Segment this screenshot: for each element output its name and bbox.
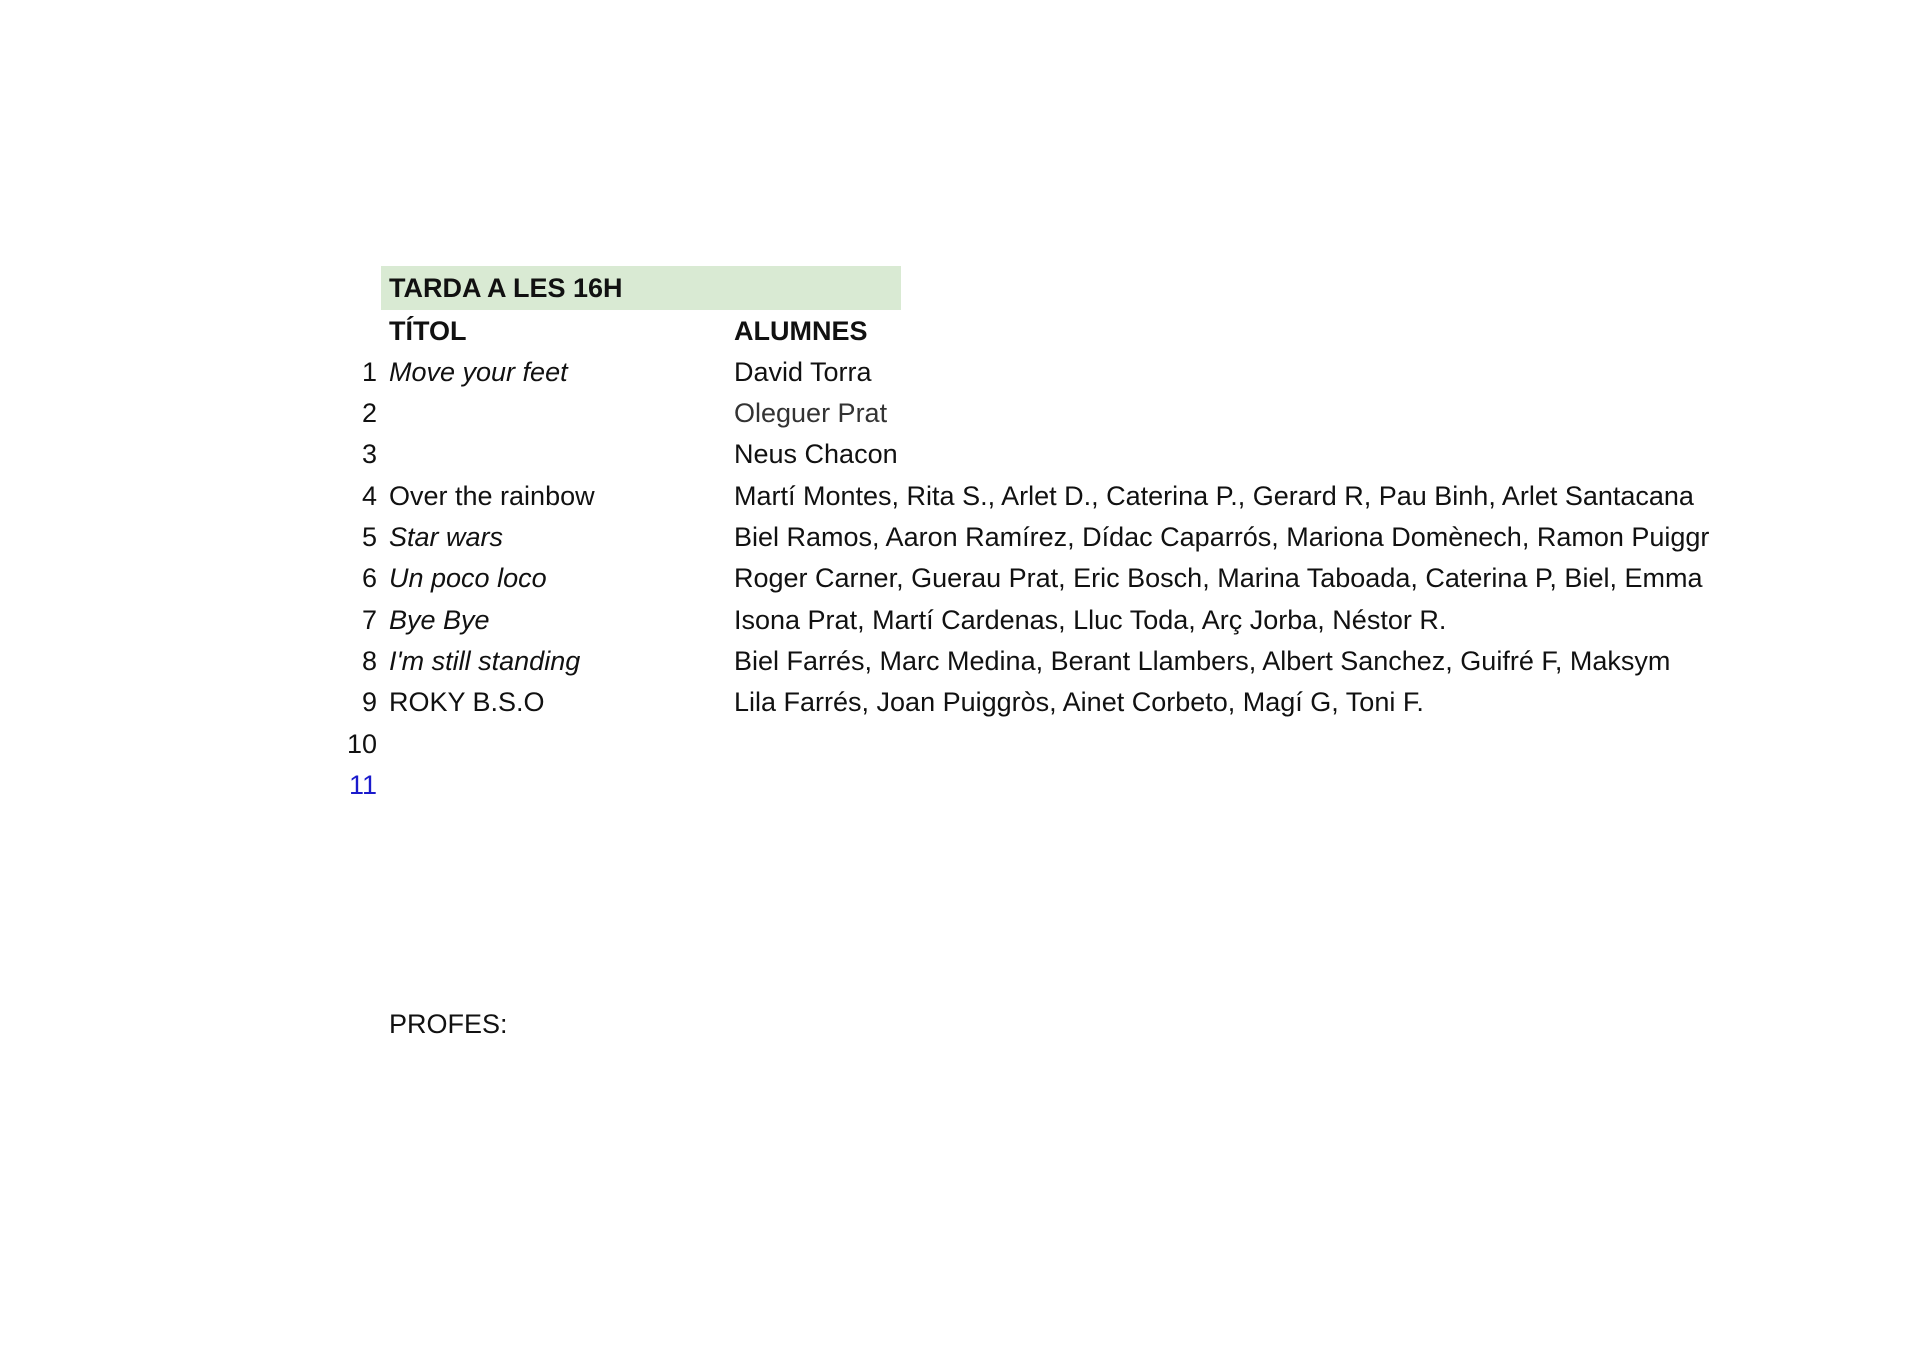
row-number: 2	[361, 398, 377, 428]
row-number: 5	[361, 522, 377, 552]
student-list: Oleguer Prat	[734, 398, 888, 428]
column-header-titol: TÍTOL	[389, 316, 467, 346]
student-list: Neus Chacon	[734, 439, 898, 469]
row-number: 3	[361, 439, 377, 469]
table-row	[0, 558, 1920, 599]
column-header-alumnes: ALUMNES	[734, 316, 868, 346]
student-list: Biel Farrés, Marc Medina, Berant Llambers, Albert Sanchez, Guifré F, Maksym	[734, 646, 1671, 676]
song-title: Bye Bye	[389, 605, 490, 635]
song-title: Move your feet	[389, 357, 568, 387]
song-title: Star wars	[389, 522, 504, 552]
song-title: Over the rainbow	[389, 481, 595, 511]
student-list: Biel Ramos, Aaron Ramírez, Dídac Caparrós, Mariona Domènech, Ramon Puiggr	[734, 522, 1710, 552]
row-number: 11	[348, 770, 377, 800]
table-row	[0, 393, 1920, 434]
table-row	[0, 517, 1920, 558]
row-number: 6	[361, 563, 377, 593]
student-list: Roger Carner, Guerau Prat, Eric Bosch, Marina Taboada, Caterina P, Biel, Emma	[734, 563, 1703, 593]
table-row	[0, 765, 1920, 806]
row-number: 8	[361, 646, 377, 676]
student-list: Isona Prat, Martí Cardenas, Lluc Toda, Arç Jorba, Néstor R.	[734, 605, 1447, 635]
table-row	[0, 434, 1920, 475]
row-number: 1	[361, 357, 377, 387]
student-list: David Torra	[734, 357, 872, 387]
teachers-label: PROFES:	[389, 1009, 508, 1039]
table-row	[0, 724, 1920, 765]
table-row	[0, 682, 1920, 723]
table-row	[0, 600, 1920, 641]
row-number: 4	[361, 481, 377, 511]
session-title: TARDA A LES 16H	[389, 273, 623, 303]
row-number: 7	[361, 605, 377, 635]
song-title: ROKY B.S.O	[389, 687, 545, 717]
table-row	[0, 641, 1920, 682]
row-number: 10	[346, 729, 377, 759]
song-title: I'm still standing	[389, 646, 581, 676]
table-row	[0, 352, 1920, 393]
song-title: Un poco loco	[389, 563, 547, 593]
row-number: 9	[361, 687, 377, 717]
student-list: Martí Montes, Rita S., Arlet D., Caterina P., Gerard R, Pau Binh, Arlet Santacana	[734, 481, 1694, 511]
table-row	[0, 476, 1920, 517]
student-list: Lila Farrés, Joan Puiggròs, Ainet Corbeto, Magí G, Toni F.	[734, 687, 1424, 717]
